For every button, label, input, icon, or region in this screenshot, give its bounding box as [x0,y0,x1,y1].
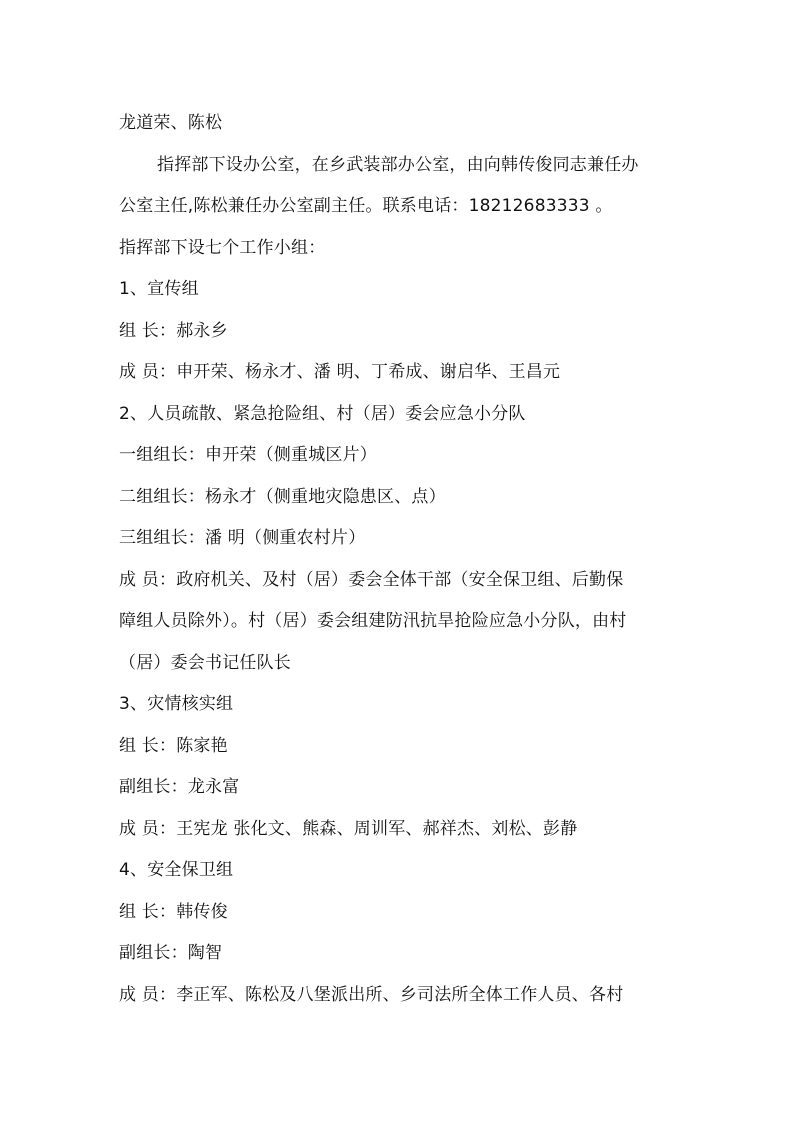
text-line: 龙道荣、陈松 [119,113,223,133]
text-line: 三组组长：潘 明（侧重农村片） [119,528,366,548]
text-line: 4、安全保卫组 [119,860,234,880]
text-line: 成 员：政府机关、及村（居）委会全体干部（安全保卫组、后勤保 [119,569,624,590]
text-line: 障组人员除外）。村（居）委会组建防汛抗旱抢险应急小分队，由村 [119,611,627,631]
text-line: 二组组长：杨永才（侧重地灾隐患区、点） [119,486,446,507]
document-body [119,103,679,1016]
text-line: 1、宣传组 [119,279,199,299]
text-line: 成 员：李正军、陈松及八堡派出所、乡司法所全体工作人员、各村 [119,984,624,1005]
text-line: 3、灾情核实组 [119,694,234,714]
text-line: 一组组长：申开荣（侧重城区片） [119,445,377,465]
text-line: 副组长：陶智 [119,943,223,963]
text-line: （居）委会书记任队长 [119,652,291,673]
text-line: 组 长：韩传俊 [119,901,228,922]
text-line: 成 员：申开荣、杨永才、潘 明、丁希成、谢启华、王昌元 [119,362,561,382]
text-line: 2、人员疏散、紧急抢险组、村（居）委会应急小分队 [119,403,526,424]
text-line: 组 长：陈家艳 [119,735,228,756]
text-line: 组 长：郝永乡 [119,320,228,341]
text-line: 指挥部下设办公室，在乡武装部办公室，由向韩传俊同志兼任办 [157,154,639,175]
text-line: 副组长：龙永富 [119,777,240,797]
text-line: 成 员：王宪龙 张化文、熊森、周训军、郝祥杰、刘松、彭静 [119,818,578,839]
text-line: 公室主任,陈松兼任办公室副主任。联系电话：18212683333 。 [119,196,613,216]
text-line: 指挥部下设七个工作小组： [119,237,326,258]
